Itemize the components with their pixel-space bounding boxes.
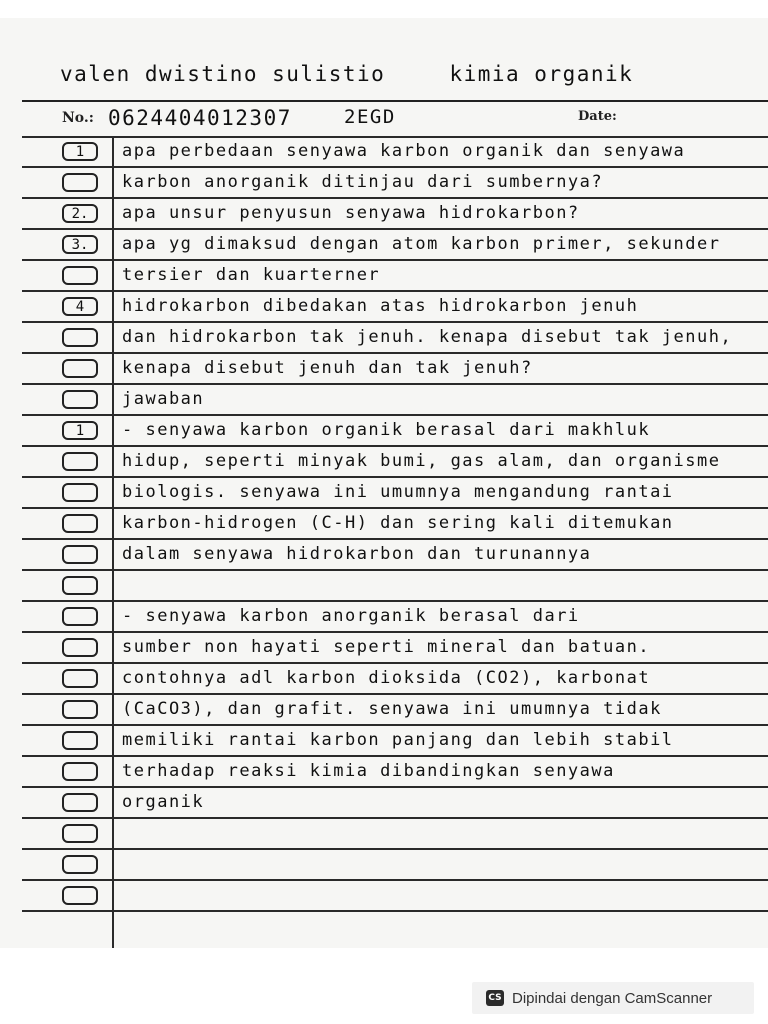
handwritten-line: hidrokarbon dibedakan atas hidrokarbon jenuh [122, 296, 639, 316]
ruled-line [22, 136, 768, 138]
handwritten-line: - senyawa karbon organik berasal dari makhluk [122, 420, 651, 440]
handwritten-line: dan hidrokarbon tak jenuh. kenapa disebut tak jenuh, [122, 327, 733, 347]
line-checkbox [62, 483, 98, 502]
line-checkbox: 2. [62, 204, 98, 223]
line-checkbox: 4 [62, 297, 98, 316]
handwritten-line: jawaban [122, 389, 205, 409]
handwritten-line: apa yg dimaksud dengan atom karbon primer, sekunder [122, 234, 721, 254]
line-checkbox [62, 731, 98, 750]
handwritten-line: memiliki rantai karbon panjang dan lebih stabil [122, 730, 674, 750]
line-checkbox: 3. [62, 235, 98, 254]
ruled-line [22, 848, 768, 850]
handwritten-line: sumber non hayati seperti mineral dan batuan. [122, 637, 651, 657]
student-name: valen dwistino sulistio [60, 62, 386, 86]
date-label: Date: [578, 109, 617, 124]
no-label: No.: [62, 110, 94, 126]
top-rule [22, 100, 768, 102]
line-checkbox [62, 793, 98, 812]
line-checkbox [62, 855, 98, 874]
camscanner-watermark [472, 982, 754, 1014]
handwritten-line: biologis. senyawa ini umumnya mengandung rantai [122, 482, 674, 502]
subject-title: kimia organik [449, 62, 634, 86]
page-header [60, 62, 633, 86]
ruled-line [22, 817, 768, 819]
line-checkbox: 1 [62, 421, 98, 440]
class-code: 2EGD [344, 106, 396, 128]
handwritten-line: hidup, seperti minyak bumi, gas alam, dan organisme [122, 451, 721, 471]
line-checkbox [62, 173, 98, 192]
handwritten-line: karbon-hidrogen (C-H) dan sering kali ditemukan [122, 513, 674, 533]
line-checkbox [62, 452, 98, 471]
camscanner-text: Dipindai dengan CamScanner [512, 989, 713, 1007]
handwritten-line: karbon anorganik ditinjau dari sumbernya? [122, 172, 604, 192]
line-checkbox [62, 638, 98, 657]
ruled-line [22, 879, 768, 881]
line-checkbox [62, 545, 98, 564]
ruled-line [22, 910, 768, 912]
handwritten-line: (CaCO3), dan grafit. senyawa ini umumnya tidak [122, 699, 662, 719]
student-number: 0624404012307 [108, 106, 292, 130]
handwritten-line: contohnya adl karbon dioksida (CO2), karbonat [122, 668, 651, 688]
handwritten-line: apa perbedaan senyawa karbon organik dan senyawa [122, 141, 686, 161]
handwritten-line: organik [122, 792, 205, 812]
line-checkbox [62, 886, 98, 905]
handwritten-line: dalam senyawa hidrokarbon dan turunannya [122, 544, 592, 564]
line-checkbox [62, 762, 98, 781]
line-checkbox [62, 824, 98, 843]
handwritten-line: kenapa disebut jenuh dan tak jenuh? [122, 358, 533, 378]
line-checkbox [62, 607, 98, 626]
margin-line [112, 136, 114, 948]
line-checkbox [62, 514, 98, 533]
handwritten-line: tersier dan kuarterner [122, 265, 381, 285]
line-checkbox [62, 669, 98, 688]
camscanner-icon: CS [486, 990, 504, 1006]
handwritten-line: terhadap reaksi kimia dibandingkan senyawa [122, 761, 615, 781]
line-checkbox [62, 700, 98, 719]
number-row [62, 106, 762, 134]
line-checkbox [62, 359, 98, 378]
line-checkbox [62, 390, 98, 409]
line-checkbox: 1 [62, 142, 98, 161]
notebook-page [0, 18, 768, 948]
line-checkbox [62, 328, 98, 347]
line-checkbox [62, 576, 98, 595]
handwritten-line: - senyawa karbon anorganik berasal dari [122, 606, 580, 626]
handwritten-line: apa unsur penyusun senyawa hidrokarbon? [122, 203, 580, 223]
ruled-line [22, 569, 768, 571]
line-checkbox [62, 266, 98, 285]
